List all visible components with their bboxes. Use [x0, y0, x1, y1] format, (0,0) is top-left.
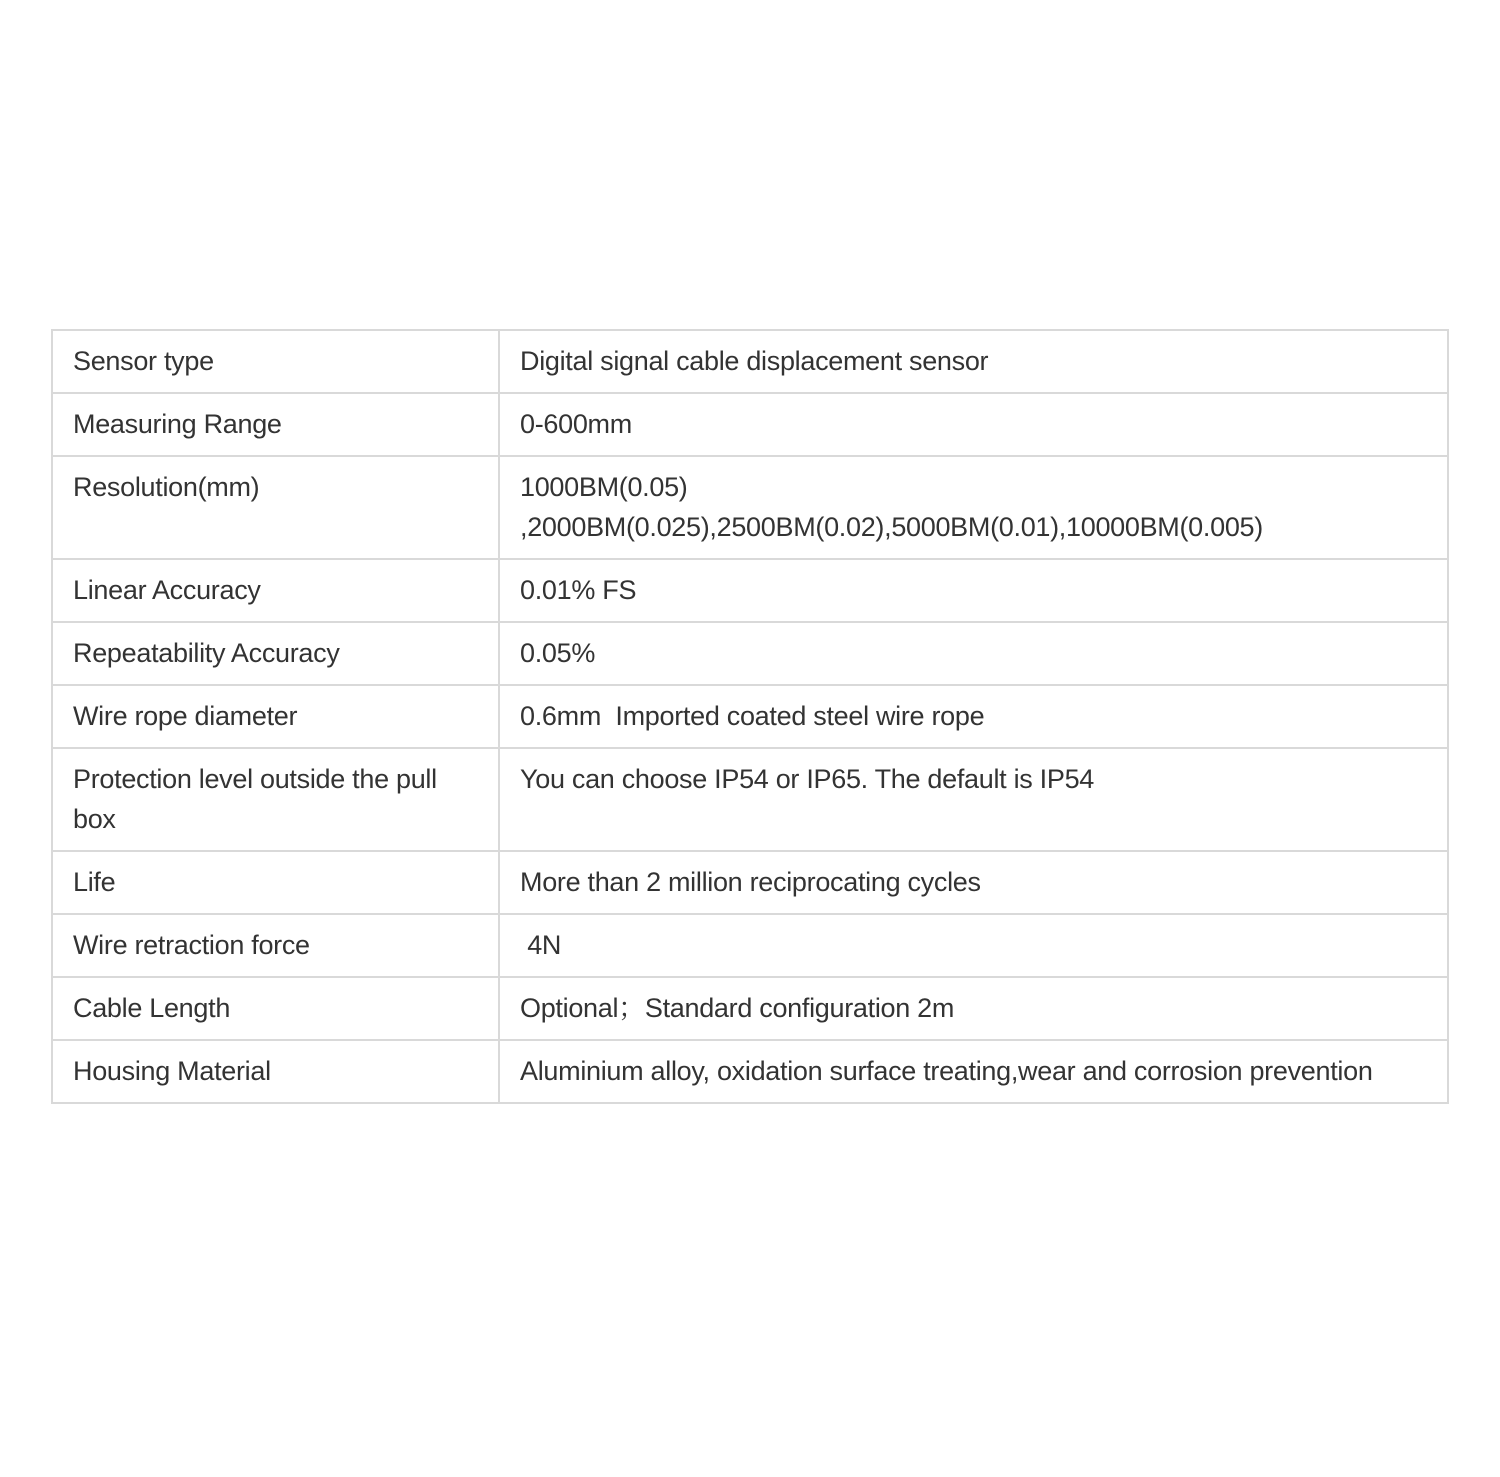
spec-label: Sensor type	[52, 330, 499, 393]
spec-value: 4N	[499, 914, 1448, 977]
spec-label: Protection level outside the pull box	[52, 748, 499, 851]
spec-value: Optional；Standard configuration 2m	[499, 977, 1448, 1040]
spec-value: 0.6mm Imported coated steel wire rope	[499, 685, 1448, 748]
spec-label: Measuring Range	[52, 393, 499, 456]
spec-label: Wire rope diameter	[52, 685, 499, 748]
spec-value: Aluminium alloy, oxidation surface treating,wear and corrosion prevention	[499, 1040, 1448, 1103]
spec-label: Wire retraction force	[52, 914, 499, 977]
spec-label: Housing Material	[52, 1040, 499, 1103]
spec-label: Linear Accuracy	[52, 559, 499, 622]
table-row	[52, 851, 1448, 914]
table-row	[52, 393, 1448, 456]
table-row	[52, 748, 1448, 851]
table-row	[52, 622, 1448, 685]
table-row	[52, 456, 1448, 559]
table-row	[52, 977, 1448, 1040]
spec-value: 0.01% FS	[499, 559, 1448, 622]
spec-table	[51, 329, 1449, 1104]
spec-value: 0-600mm	[499, 393, 1448, 456]
spec-label: Cable Length	[52, 977, 499, 1040]
spec-value: 1000BM(0.05) ,2000BM(0.025),2500BM(0.02),5000BM(0.01),10000BM(0.005)	[499, 456, 1448, 559]
table-row	[52, 559, 1448, 622]
spec-value: Digital signal cable displacement sensor	[499, 330, 1448, 393]
table-row	[52, 330, 1448, 393]
table-row	[52, 685, 1448, 748]
spec-label: Life	[52, 851, 499, 914]
table-row	[52, 1040, 1448, 1103]
spec-value: You can choose IP54 or IP65. The default is IP54	[499, 748, 1448, 851]
spec-label: Resolution(mm)	[52, 456, 499, 559]
spec-label: Repeatability Accuracy	[52, 622, 499, 685]
spec-value: 0.05%	[499, 622, 1448, 685]
spec-value: More than 2 million reciprocating cycles	[499, 851, 1448, 914]
table-row	[52, 914, 1448, 977]
